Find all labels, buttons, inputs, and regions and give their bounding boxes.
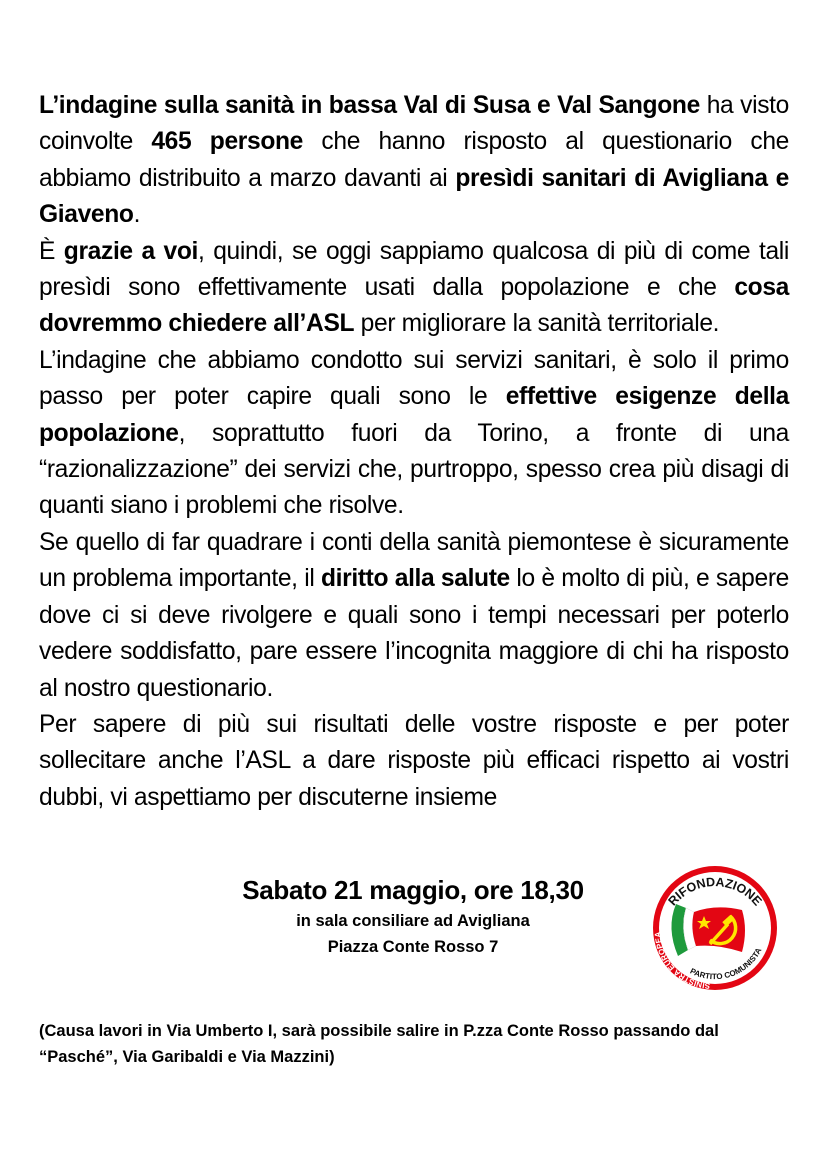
text-run: che hanno risposto al questionario che abbiamo distribuito a marzo davanti ai [39, 128, 789, 192]
text-run: Se quello di far quadrare i conti della sanità piemontese è sicuramente un problema importante, il [39, 528, 789, 593]
paragraph-thanks [39, 234, 789, 343]
emphasis-thanks: grazie a voi [63, 237, 199, 265]
emphasis-participants: 465 persone [151, 128, 303, 156]
emphasis-health-centers: presìdi sanitari di Avigliana e Giaveno [39, 164, 790, 229]
paragraph-right-to-health [39, 525, 789, 707]
logo-text-left: SINISTRA EUROPEA [653, 931, 711, 991]
event-address: Piazza Conte Rosso 7 [327, 938, 499, 956]
paragraph-invitation [39, 707, 789, 816]
emphasis-survey-topic: L’indagine sulla sanità in bassa Val di Susa e Val Sangone [39, 92, 700, 119]
flyer-body [39, 88, 789, 816]
logo-text-top: RIFONDAZIONE [665, 874, 765, 909]
logo-text-bottom: PARTITO COMUNISTA [688, 946, 764, 982]
text-run: lo è molto di più, e sapere dove ci si deve rivolgere e quali sono i tempi necessari per poterlo vedere soddisfatto, pare essere l’incognita maggiore di chi ha risposto al nostro questionario. [39, 565, 789, 702]
emphasis-needs: effettive esigenze della popolazione [39, 383, 789, 447]
text-run: L’indagine che abbiamo condotto sui servizi sanitari, è solo il primo passo per poter capire quali sono le [39, 346, 789, 411]
emphasis-right-to-health: diritto alla salute [320, 565, 510, 593]
paragraph-survey [39, 88, 789, 234]
event-date: Sabato 21 maggio, ore 18,30 [242, 875, 584, 905]
event-block [200, 872, 626, 960]
text-run: , soprattutto fuori da Torino, a fronte di una “razionalizzazione” dei servizi che, purtroppo, spesso crea più disagi di quanti siano i problemi che risolve. [39, 419, 789, 520]
emphasis-asl-request: cosa dovremmo chiedere all’ASL [39, 274, 789, 338]
text-run: ha visto coinvolte [39, 92, 789, 156]
party-logo [638, 864, 790, 992]
access-note: (Causa lavori in Via Umberto I, sarà possibile salire in P.zza Conte Rosso passando dal “Pasché”, Via Garibaldi e Via Mazzini) [39, 1022, 719, 1066]
text-run: . [133, 201, 141, 229]
paragraph-needs [39, 343, 789, 525]
text-run: È [39, 237, 64, 265]
event-venue: in sala consiliare ad Avigliana [296, 912, 530, 930]
text-run: , quindi, se oggi sappiamo qualcosa di più di come tali presìdi sono effettivamente usati dalla popolazione e che [39, 237, 789, 302]
text-run: per migliorare la sanità territoriale. [354, 310, 720, 338]
text-run: Per sapere di più sui risultati delle vostre risposte e per poter sollecitare anche l’ASL a dare risposte più efficaci rispetto ai vostri dubbi, vi aspettiamo per discuterne insieme [39, 710, 789, 811]
